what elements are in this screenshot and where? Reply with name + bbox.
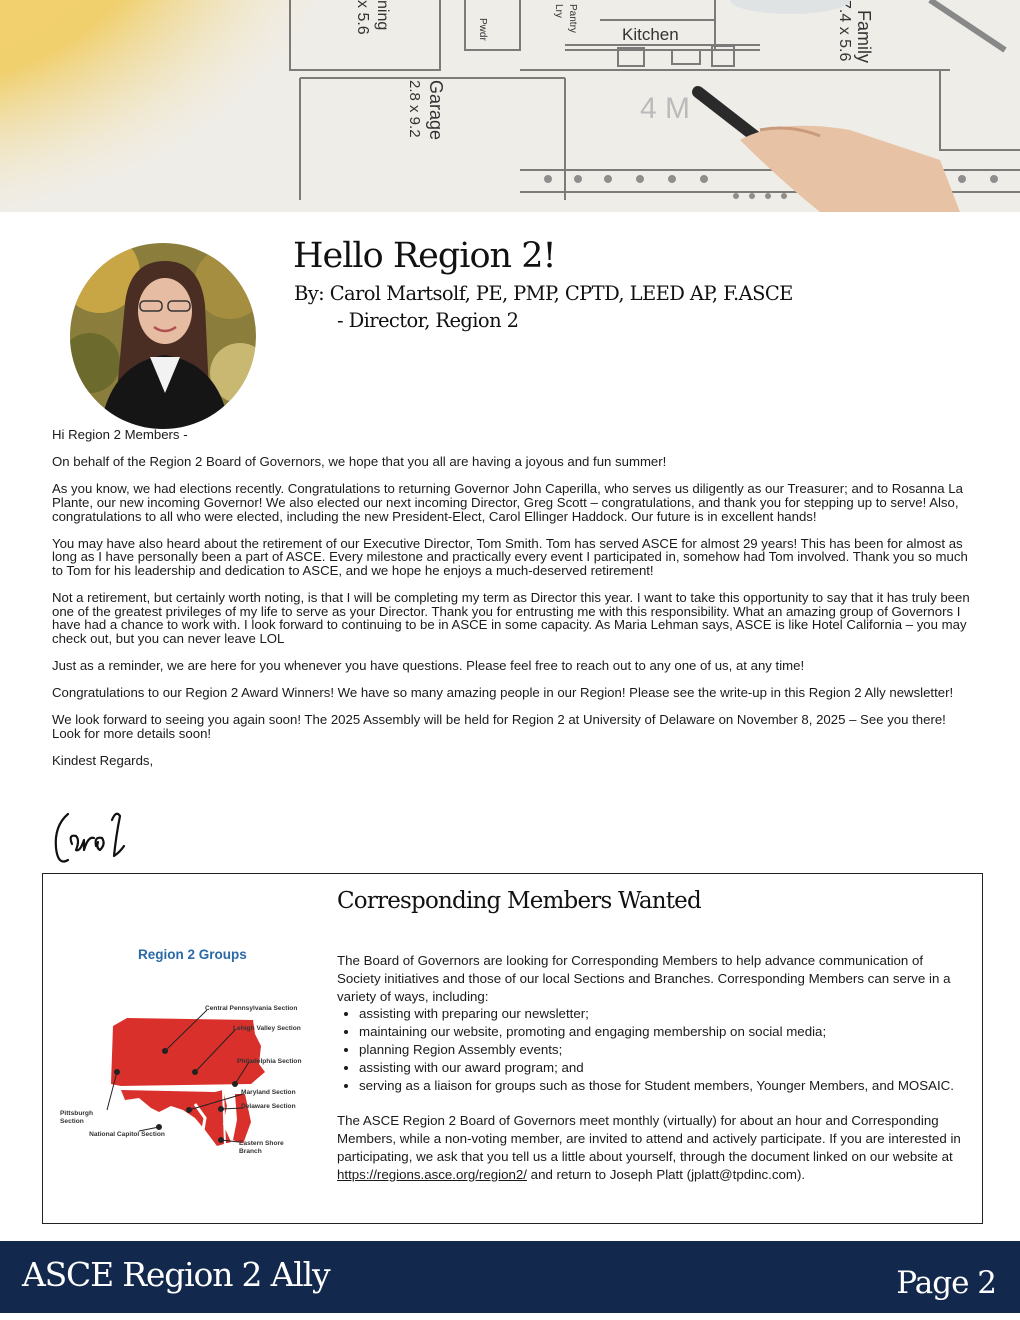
letter-paragraph: Just as a reminder, we are here for you whenever you have questions. Please feel free to reach out to any one of us, at any time! [52, 658, 805, 674]
page-footer [0, 1241, 1020, 1313]
map-label-eastern-shore: Eastern Shore Branch [239, 1140, 284, 1155]
plan-label-family-size: 7.4 x 5.6 [836, 0, 853, 62]
map-delaware-shape [233, 1094, 251, 1144]
map-label-lehigh: Lehigh Valley Section [233, 1025, 301, 1032]
letter-paragraph: Not a retirement, but certainly worth noting, is that I will be completing my term as Director this year. I want to take this opportunity to say that it has truly been one of the greatest privileges of my life to serve as your Director. Thank you for entrusting me with this responsibility. What an amazing group of Governors I have had a chance to work with. I look forward to continuing to be in ASCE in some capacity. As Maria Lehman says, ASCE is like Hotel California – you may check out, but you can never leave LOL [52, 590, 970, 646]
author-portrait [70, 243, 256, 429]
map-label-central-pa: Central Pennsylvania Section [205, 1005, 298, 1012]
plan-label-laundry: Lry [553, 4, 564, 18]
map-label-pittsburgh: Pittsburgh Section [60, 1110, 93, 1125]
letter-paragraph: Congratulations to our Region 2 Award Winners! We have so many amazing people in our Region! Please see the write-up in this Region 2 Ally newsletter! [52, 685, 954, 701]
closing-text: The ASCE Region 2 Board of Governors meet monthly (virtually) for about an hour and Corresponding Members, while a non-voting member, are invited to attend and actively participate. If you are interested in participating, we ask that you tell us a little about yourself, through the document linked on our website at [337, 1113, 961, 1164]
region2-website-link[interactable]: https://regions.asce.org/region2/ [337, 1166, 527, 1182]
letter-body [52, 428, 974, 768]
plan-label-garage-size: 2.8 x 9.2 [406, 80, 423, 138]
corresponding-closing [337, 1112, 967, 1183]
map-label-maryland: Maryland Section [241, 1089, 296, 1096]
letter-greeting: Hi Region 2 Members - [52, 427, 188, 442]
list-item: • assisting with preparing our newsletter; [359, 1005, 967, 1023]
header-banner [0, 0, 1020, 212]
region-map-svg [55, 934, 325, 1164]
plan-label-family: Family [854, 10, 874, 63]
letter-paragraph: You may have also heard about the retirement of our Executive Director, Tom Smith. Tom has served ASCE for almost 29 years! This has been for almost as long as I have personally been a part of ASCE. Every milestone and practically every event I participated in, somehow had Tom involved. Thank you so much to Tom for his leadership and dedication to ASCE, and we hope he enjoys a much-deserved retirement! [52, 535, 968, 578]
map-label-delaware: Delaware Section [241, 1103, 296, 1110]
letter-paragraph: We look forward to seeing you again soon! The 2025 Assembly will be held for Region 2 at University of Delaware on November 8, 2025 – See you there! Look for more details soon! [52, 712, 946, 742]
plan-label-dimension: 4 M [640, 92, 691, 125]
map-title: Region 2 Groups [138, 947, 247, 962]
plan-label-dining-size: x 5.6 [354, 0, 371, 35]
ways-to-serve-list [337, 1005, 967, 1094]
list-item: • assisting with our award program; and [359, 1059, 967, 1077]
letter-closing: Kindest Regards, [52, 753, 154, 769]
corresponding-title: Corresponding Members Wanted [337, 888, 701, 914]
spacer [337, 1094, 967, 1112]
corresponding-intro: The Board of Governors are looking for Corresponding Members to help advance communication of Society initiatives and those of our local Sections and Branches. Corresponding Members can serve in a variety of ways, including: [337, 953, 951, 1004]
closing-end: and return to Joseph Platt (jplatt@tpdinc.com). [530, 1166, 806, 1182]
article-title: Hello Region 2! [293, 236, 556, 276]
map-label-philadelphia: Philadelphia Section [237, 1058, 302, 1065]
handwritten-signature [50, 806, 140, 875]
list-item: • serving as a liaison for groups such as those for Student members, Younger Members, and MOSAIC. [359, 1077, 967, 1095]
region-groups-map [55, 934, 325, 1164]
page-number: Page 2 [896, 1265, 996, 1301]
letter-paragraph: As you know, we had elections recently. Congratulations to returning Governor John Caperilla, who serves us diligently as our Treasurer; and to Rosanna La Plante, our new incoming Governor! We also elected our next incoming Director, Greg Scott – congratulations, and thank you for stepping up to serve! Also, congratulations to all who were elected, including the new President-Elect, Carol Ellinger Haddock. Our future is in excellent hands! [52, 481, 963, 524]
article-byline: By: Carol Martsolf, PE, PMP, CPTD, LEED AP, F.ASCE [294, 282, 793, 305]
plan-label-powder: Pwdr [477, 18, 488, 41]
blueprint-illustration [0, 0, 1020, 212]
list-item: • planning Region Assembly events; [359, 1041, 967, 1059]
plan-label-pantry: Pantry [567, 4, 578, 33]
plan-label-dining: ning [374, 0, 391, 31]
author-role: - Director, Region 2 [337, 309, 519, 332]
plan-label-garage: Garage [426, 80, 446, 141]
letter-paragraph: On behalf of the Region 2 Board of Governors, we hope that you all are having a joyous and fun summer! [52, 454, 667, 470]
map-label-ncs: National Capitol Section [89, 1131, 165, 1138]
plan-label-kitchen: Kitchen [622, 25, 679, 44]
list-item: • maintaining our website, promoting and engaging membership on social media; [359, 1023, 967, 1041]
newsletter-title: ASCE Region 2 Ally [22, 1255, 330, 1294]
corresponding-text [337, 952, 967, 1183]
corresponding-members-box [42, 873, 983, 1224]
